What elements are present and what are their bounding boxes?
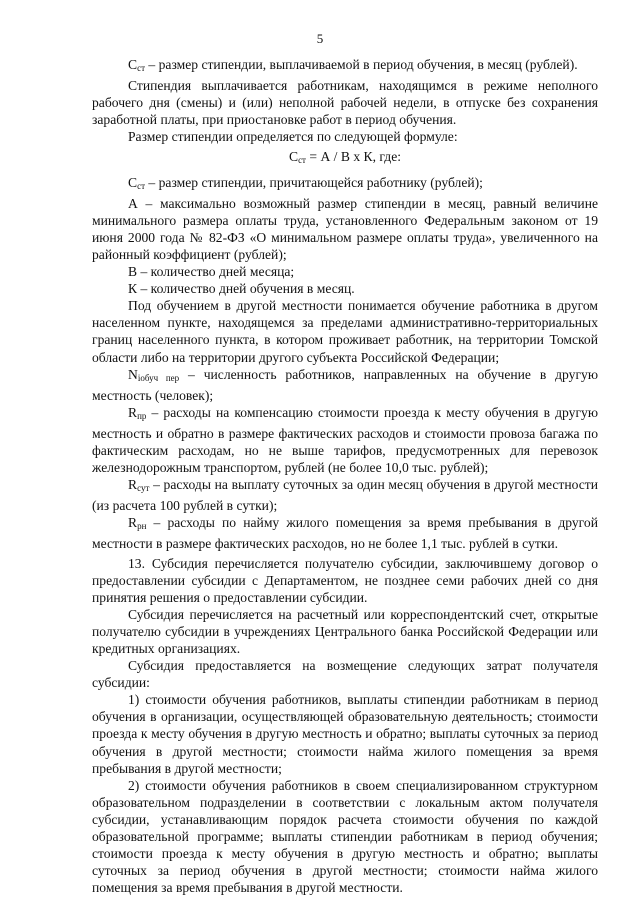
paragraph-other-locality: Под обучением в другой местности понимается обучение работника в другом населенном пункте, находящемся за пределами административно-территориальных границ населенного пункта, в котором проживает работник, на территории Томской области либо на территории другого субъекта Российской Федерации; xyxy=(92,298,598,365)
definition-b: В – количество дней месяца; xyxy=(128,264,295,280)
definition-r-rn: $R_{рн}$ – расходы по найму жилого помещения за время пребывания в другой местности в размере фактических расходов, но не более 1,1 тыс. рублей в сутки. xyxy=(92,515,598,552)
list-item-1: 1) стоимости обучения работников, выплаты стипендии работникам в период обучения в организации, осуществляющей образовательную деятельность; стоимости проезда к месту обучения в другую местность и обратно; выплаты суточных за период обучения в другой местности; стоимости найма жилого помещения за время пребывания в другой местности; xyxy=(92,692,598,776)
definition-k: К – количество дней обучения в месяц. xyxy=(128,281,355,297)
formula: $С_{ст} = А / В$ х К, где: xyxy=(288,149,402,166)
document-body xyxy=(92,56,598,896)
definition-c-st: $С_{ст}$ – размер стипендии, выплачиваемой в период обучения, в месяц (рублей). xyxy=(128,57,578,73)
paragraph-stipend-payment: Стипендия выплачивается работникам, находящимся в режиме неполного рабочего дня (смены) и (или) неполной рабочей недели, в отпуске без сохранения заработной платы, при приостановке работ в период обучения. xyxy=(92,78,598,128)
definition-r-pr: $R_{пр}$ – расходы на компенсацию стоимости проезда к месту обучения в другую местность и обратно в размере фактических расходов и стоимости провоза багажа по фактическим расходам, но не выше тарифов, предусмотренных для перевозок железнодорожным транспортом, рублей (не более 10,0 тыс. рублей); xyxy=(92,404,598,476)
paragraph-formula-intro: Размер стипендии определяется по следующей формуле: xyxy=(128,129,458,145)
paragraph-account: Субсидия перечисляется на расчетный или корреспондентский счет, открытые получателю субсидии в учреждениях Центрального банка Российской Федерации или кредитных организациях. xyxy=(92,606,598,656)
definition-n: $N_{iобуч пер}$ – численность работников, направленных на обучение в другую местность (человек); xyxy=(92,366,598,403)
page-number: 5 xyxy=(316,31,324,46)
definition-r-sut: $R_{сут}$ – расходы на выплату суточных за один месяц обучения в другой местности (из расчета 100 рублей в сутки); xyxy=(92,477,598,514)
definition-a: А – максимально возможный размер стипендии в месяц, равный величине минимального размера оплаты труда, установленного Федеральным законом от 19 июня 2000 года № 82-ФЗ «О минимальном размере оплаты труда», увеличенного на районный коэффициент (рублей); xyxy=(92,195,598,262)
list-item-2: 2) стоимости обучения работников в своем специализированном структурном образовательном подразделении в соответствии с локальным актом получателя субсидии, устанавливающим порядок расчета стоимости обучения по каждой образовательной программе; выплаты стипендии работникам в период обучения; стоимости проезда к месту обучения в другую местность и обратно; выплаты суточных за период обучения в другой местности; стоимости найма жилого помещения за время пребывания в другой местности. xyxy=(92,777,598,896)
definition-c-st-due: $С_{ст}$ – размер стипендии, причитающейся работнику (рублей); xyxy=(128,174,483,191)
paragraph-costs-intro: Субсидия предоставляется на возмещение следующих затрат получателя субсидии: xyxy=(92,658,598,691)
paragraph-13: 13. Субсидия перечисляется получателю субсидии, заключившему договор о предоставлении субсидии с Департаментом, не позднее семи рабочих дней со дня принятия решения о предоставлении субсидии. xyxy=(92,555,598,605)
